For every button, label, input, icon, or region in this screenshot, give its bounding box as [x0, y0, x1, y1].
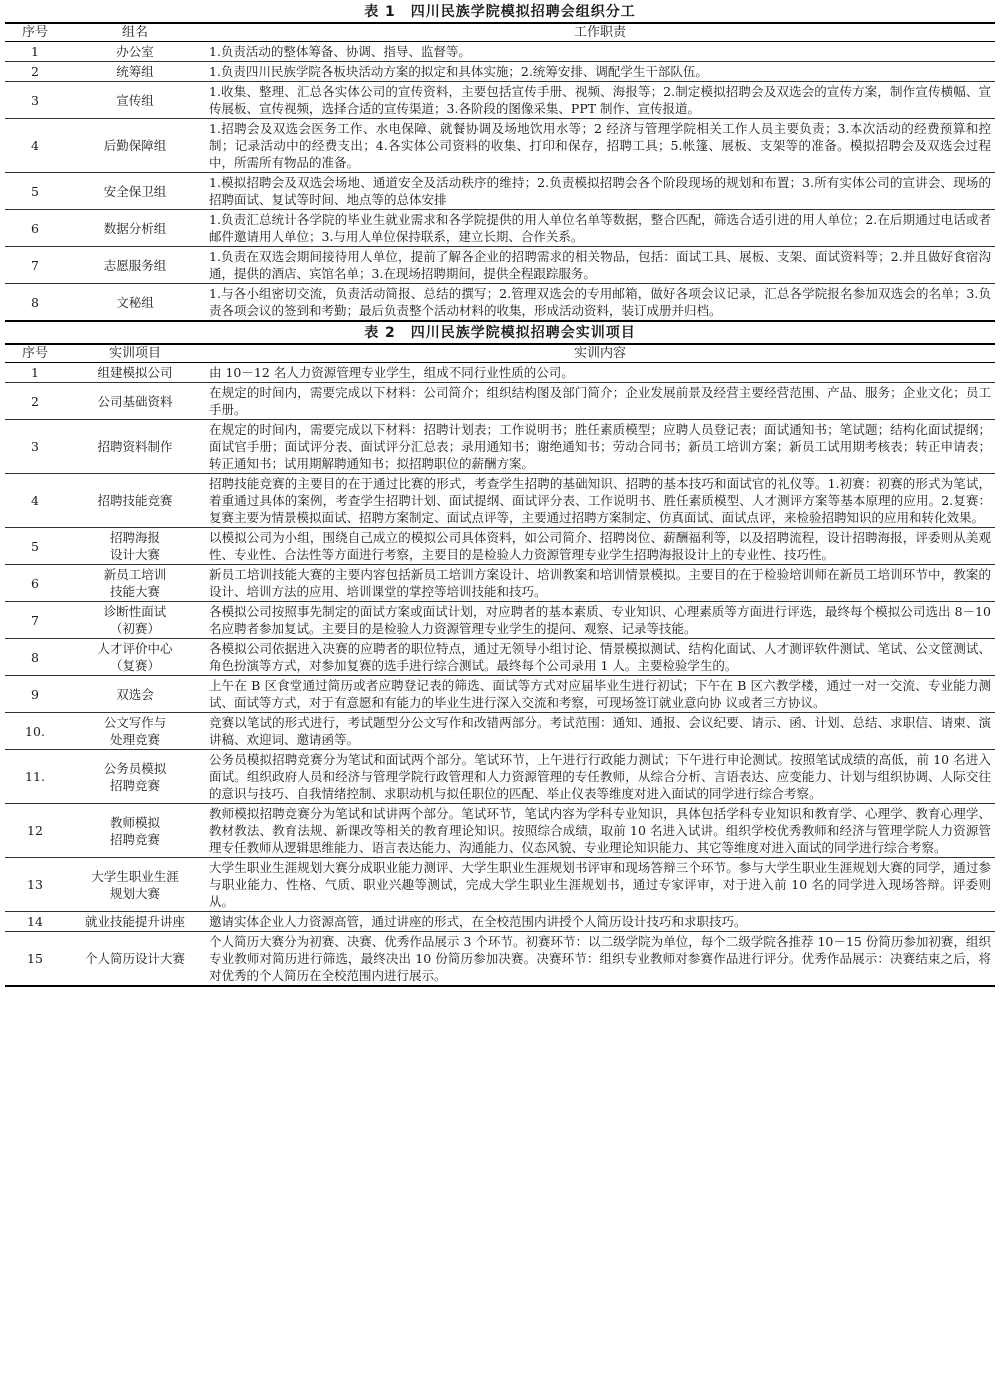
table2-header-row: [5, 344, 995, 363]
table1-row-no: 8: [5, 284, 65, 322]
table1-row: [5, 42, 995, 62]
table2-row-item: 人才评价中心 （复赛）: [65, 639, 205, 676]
table1-header-duty: 工作职责: [205, 23, 995, 42]
table1-row-name: 数据分析组: [65, 210, 205, 247]
table2-row: [5, 474, 995, 528]
table2-row: [5, 528, 995, 565]
table1-row-duty: 1.模拟招聘会及双选会场地、通道安全及活动秩序的维持；2.负责模拟招聘会各个阶段现场的规划和布置；3.所有实体公司的宣讲会、现场的招聘面试、复试等时间、地点等的总体安排: [205, 173, 995, 210]
table2-row-content: 个人简历大赛分为初赛、决赛、优秀作品展示 3 个环节。初赛环节：以二级学院为单位，每个二级学院各推荐 10－15 份简历参加初赛，组织专业教师对简历进行筛选，最终决出 10 份简历参加决赛。决赛环节：组织专业教师对参赛作品进行评分。优秀作品展示：决赛结束之后，将对优秀的个人简历在全校范围内进行展示。: [205, 932, 995, 987]
table2-row-item: 公文写作与 处理竞赛: [65, 713, 205, 750]
table1-row: [5, 62, 995, 82]
table2-row-item: 招聘资料制作: [65, 420, 205, 474]
table2-row-no: 7: [5, 602, 65, 639]
table2-row-item: 组建模拟公司: [97, 365, 173, 380]
table2-row-content: 各模拟公司依据进入决赛的应聘者的职位特点，通过无领导小组讨论、情景模拟测试、结构化面试、人才测评软件测试、笔试、公文筐测试、角色扮演等方式，对参加复赛的选手进行综合测试。最终每个公司录用 1 人。主要检验学生的。: [205, 639, 995, 676]
table1-row-no: 5: [5, 173, 65, 210]
table2-row: [5, 383, 995, 420]
table2-row-no: 15: [5, 932, 65, 987]
table2-row-no: 4: [5, 474, 65, 528]
table1-row-name: 文秘组: [65, 284, 205, 322]
table1-row-duty: 1.负责汇总统计各学院的毕业生就业需求和各学院提供的用人单位名单等数据，整合匹配，筛选合适引进的用人单位；2.在后期通过电话或者邮件邀请用人单位；3.与用人单位保持联系，建立长期、合作关系。: [205, 210, 995, 247]
table1-row-duty: 1.与各小组密切交流，负责活动简报、总结的撰写；2.管理双选会的专用邮箱，做好各项会议记录，汇总各学院报名参加双选会的名单；3.负责各项会议的签到和考勤；最后负责整个活动材料的收集，形成活动资料，装订成册并归档。: [205, 284, 995, 322]
table2-row-content: 公务员模拟招聘竞赛分为笔试和面试两个部分。笔试环节，上午进行行政能力测试；下午进行申论测试。按照笔试成绩的高低，前 10 名进入面试。组织政府人员和经济与管理学院行政管理和人力资源管理的专任教师，从综合分析、言语表达、应变能力、计划与组织协调、人际交往的意识与技巧、自我情绪控制、求职动机与拟任职位的匹配、举止仪表等维度对进入面试的同学进行综合考察。: [205, 750, 995, 804]
table2-row-item: 双选会: [65, 676, 205, 713]
table1-row-name: 办公室: [116, 44, 154, 59]
table2-row: [5, 932, 995, 987]
table2-body: [5, 363, 995, 987]
table1-row-name: 统筹组: [65, 62, 205, 82]
table1-row: [5, 173, 995, 210]
table2-row-no: 8: [5, 639, 65, 676]
table2-row-item: 大学生职业生涯 规划大赛: [65, 858, 205, 912]
table1-row: [5, 119, 995, 173]
table1-row-duty: 1.负责活动的整体筹备、协调、指导、监督等。: [209, 44, 471, 59]
table2-row-no: 14: [5, 912, 65, 932]
table2-row-item: 诊断性面试 （初赛）: [65, 602, 205, 639]
table2-row-content: 各模拟公司按照事先制定的面试方案或面试计划，对应聘者的基本素质、专业知识、心理素质等方面进行评选，最终每个模拟公司选出 8－10 名应聘者参加复试。主要目的是检验人力资源管理专业学生的提问、观察、记录等技能。: [205, 602, 995, 639]
table2-row-no: 3: [5, 420, 65, 474]
table2-header-item: 实训项目: [65, 344, 205, 363]
table1-row-no: 3: [5, 82, 65, 119]
table1-row-name: 后勤保障组: [65, 119, 205, 173]
table2-row-no: 5: [5, 528, 65, 565]
table2-row-item: 新员工培训 技能大赛: [65, 565, 205, 602]
table2-row-content: 上午在 B 区食堂通过简历或者应聘登记表的筛选、面试等方式对应届毕业生进行初试；下午在 B 区六教学楼，通过一对一交流、专业能力测试、面试等方式，对于有意愿和有能力的毕业生进行深入交流和考察，可现场签订就业意向协 议或者三方协议。: [205, 676, 995, 713]
table2: [5, 343, 995, 987]
table2-row-content: 由 10－12 名人力资源管理专业学生，组成不同行业性质的公司。: [209, 365, 574, 380]
table1-row-duty: 1.收集、整理、汇总各实体公司的宣传资料，主要包括宣传手册、视频、海报等；2.制定模拟招聘会及双选会的宣传方案，制作宣传横幅、宣传展板、宣传视频，选择合适的宣传渠道；3.各阶段的图像采集、PPT 制作、宣传报道。: [205, 82, 995, 119]
table2-row: [5, 858, 995, 912]
table2-row-item: 公务员模拟 招聘竞赛: [65, 750, 205, 804]
table1-row-no: 6: [5, 210, 65, 247]
table2-row-content: 教师模拟招聘竞赛分为笔试和试讲两个部分。笔试环节，笔试内容为学科专业知识，具体包括学科专业知识和教育学、心理学、教育心理学、教材教法、教育法规、新课改等相关的教育理论知识。按照综合成绩，取前 10 名进入试讲。组织学校优秀教师和经济与管理学院人力资源管理专任教师从逻辑思维能力、语言表达能力、沟通能力、仪态风貌、专业理论知识能力、其它等维度对进入面试的同学进行综合考察。: [205, 804, 995, 858]
table2-row: [5, 602, 995, 639]
table2-row-content: 招聘技能竞赛的主要目的在于通过比赛的形式，考查学生招聘的基础知识、招聘的基本技巧和面试官的礼仪等。1.初赛：初赛的形式为笔试，着重通过具体的案例，考查学生招聘计划、面试提纲、面试评分表、工作说明书、胜任素质模型、人才测评方案等基本原理的应用。2.复赛：复赛主要为情景模拟面试、招聘方案制定、面试点评等，主要通过招聘方案制定、仿真面试、面试点评，来检验招聘知识的应用和转化效果。: [205, 474, 995, 528]
table1-row: [5, 247, 995, 284]
table2-row-content: 大学生职业生涯规划大赛分成职业能力测评、大学生职业生涯规划书评审和现场答辩三个环节。参与大学生职业生涯规划大赛的同学，通过参与职业能力、性格、气质、职业兴趣等测试，完成大学生职业生涯规划书，通过专家评审，对于进入前 10 名的同学进入现场答辩。评委则从。: [205, 858, 995, 912]
table1-header-no: 序号: [5, 23, 65, 42]
table2-row: [5, 912, 995, 932]
table2-row: [5, 676, 995, 713]
table1-row-no: 7: [5, 247, 65, 284]
table2-row-item: 就业技能提升讲座: [65, 912, 205, 932]
table2-row-item: 教师模拟 招聘竞赛: [65, 804, 205, 858]
table1: [5, 22, 995, 322]
table2-row-no: 2: [5, 383, 65, 420]
table1-row-name: 宣传组: [65, 82, 205, 119]
table2-row: [5, 420, 995, 474]
table2-row-content: 邀请实体企业人力资源高管，通过讲座的形式，在全校范围内讲授个人简历设计技巧和求职技巧。: [205, 912, 995, 932]
table1-row: [5, 82, 995, 119]
table1-row-duty: 1.负责四川民族学院各板块活动方案的拟定和具体实施；2.统筹安排、调配学生干部队伍。: [205, 62, 995, 82]
table2-row: [5, 565, 995, 602]
table1-row-duty: 1.负责在双选会期间接待用人单位，提前了解各企业的招聘需求的相关物品，包括：面试工具、展板、支架、面试资料等；2.并且做好食宿沟通，提供的酒店、宾馆名单；3.在现场招聘期间，提供全程跟踪服务。: [205, 247, 995, 284]
table2-row-item: 招聘海报 设计大赛: [65, 528, 205, 565]
table1-row-no: 2: [5, 62, 65, 82]
table2-row-item: 招聘技能竞赛: [65, 474, 205, 528]
table2-row-content: 在规定的时间内，需要完成以下材料：公司简介；组织结构图及部门简介；企业发展前景及经营主要经营范围、产品、服务；企业文化；员工手册。: [205, 383, 995, 420]
table1-row-duty: 1.招聘会及双选会医务工作、水电保障、就餐协调及场地饮用水等；2 经济与管理学院相关工作人员主要负责；3.本次活动的经费预算和控制；记录活动中的经费支出；4.各实体公司资料的收集、打印和保存，招聘工具；5.帐篷、展板、支架等的准备。模拟招聘会及双选会过程中，所需所有物品的准备。: [205, 119, 995, 173]
table2-row: [5, 804, 995, 858]
table2-row-content: 新员工培训技能大赛的主要内容包括新员工培训方案设计、培训教案和培训情景模拟。主要目的在于检验培训师在新员工培训环节中，教案的设计、培训方法的应用、培训课堂的掌控等培训技能和技巧。: [205, 565, 995, 602]
table2-row: [5, 750, 995, 804]
table2-row-no: 12: [5, 804, 65, 858]
table2-row-no: 6: [5, 565, 65, 602]
table2-header-no: 序号: [5, 344, 65, 363]
table1-row: [5, 210, 995, 247]
table2-row-content: 在规定的时间内，需要完成以下材料：招聘计划表；工作说明书；胜任素质模型；应聘人员登记表；面试通知书；笔试题；结构化面试提纲；面试官手册；面试评分表、面试评分汇总表；录用通知书；谢绝通知书；劳动合同书；新员工培训方案；新员工试用期考核表；转正申请表；转正通知书；试用期解聘通知书；拟招聘职位的薪酬方案。: [205, 420, 995, 474]
table2-row-item: 公司基础资料: [65, 383, 205, 420]
table1-title: 表 1 四川民族学院模拟招聘会组织分工: [364, 4, 636, 20]
table1-header-name: 组名: [65, 23, 205, 42]
table2-row-no: 11.: [5, 750, 65, 804]
table2-row-no: 10.: [5, 713, 65, 750]
table1-row-no: 4: [5, 119, 65, 173]
table1-body: [5, 42, 995, 322]
table1-row: [5, 284, 995, 322]
table1-row-name: 志愿服务组: [65, 247, 205, 284]
table1-row-no: 1: [31, 44, 39, 59]
table2-row-no: 1: [31, 365, 39, 380]
table2-row: [5, 713, 995, 750]
table2-row-content: 竞赛以笔试的形式进行，考试题型分公文写作和改错两部分。考试范围：通知、通报、会议纪要、请示、函、计划、总结、求职信、请柬、演讲稿、欢迎词、邀请函等。: [205, 713, 995, 750]
table2-title: 表 2 四川民族学院模拟招聘会实训项目: [364, 325, 636, 341]
table2-row-no: 13: [5, 858, 65, 912]
table2-row: [5, 639, 995, 676]
table1-header-row: [5, 23, 995, 42]
table1-row-name: 安全保卫组: [65, 173, 205, 210]
table2-row-no: 9: [5, 676, 65, 713]
table2-row-item: 个人简历设计大赛: [65, 932, 205, 987]
table2-row: [5, 363, 995, 383]
table2-row-content: 以模拟公司为小组，围绕自己成立的模拟公司具体资料，如公司简介、招聘岗位、薪酬福利等，以及招聘流程，设计招聘海报，评委则从美观性、专业性、合法性等方面进行考察，主要目的是检验人力资源管理专业学生招聘海报设计上的专业性、技巧性。: [205, 528, 995, 565]
table2-header-content: 实训内容: [205, 344, 995, 363]
